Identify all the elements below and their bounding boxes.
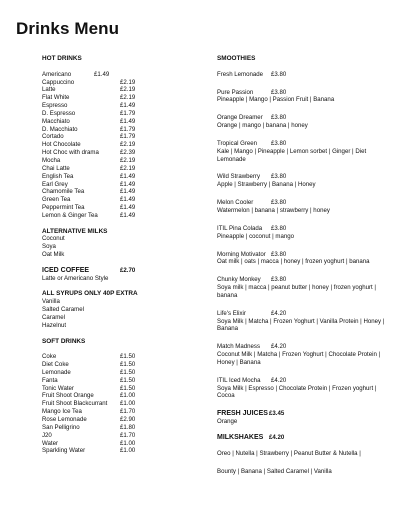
milkshake-flavours: Oreo | Nutella | Strawberry | Peanut Butter & Nutella | xyxy=(217,449,361,457)
smoothie-item xyxy=(217,114,387,130)
menu-item-name: Earl Grey xyxy=(42,180,68,188)
menu-item xyxy=(42,416,197,424)
menu-item xyxy=(42,71,197,79)
menu-item xyxy=(42,361,197,369)
menu-item-price: £1.50 xyxy=(120,384,136,392)
smoothie-title-row xyxy=(217,114,387,122)
smoothie-ingredients: Pineapple | Mango | Passion Fruit | Banana xyxy=(217,96,335,104)
menu-item-price: £1.79 xyxy=(120,133,136,141)
smoothie-item xyxy=(217,310,387,334)
smoothie-title-row xyxy=(217,377,387,385)
smoothies-list xyxy=(217,71,387,401)
menu-item-name: Tonic Water xyxy=(42,384,74,392)
menu-item-price: £2.39 xyxy=(120,149,136,157)
iced-coffee-heading-row xyxy=(42,267,197,275)
smoothie-item xyxy=(217,225,387,241)
menu-item-name: English Tea xyxy=(42,172,74,180)
menu-item xyxy=(42,173,197,181)
smoothie-title-row xyxy=(217,343,387,351)
smoothie-ingredients: Watermelon | banana | strawberry | honey xyxy=(217,206,330,214)
menu-item-name: Sparkling Water xyxy=(42,447,86,455)
menu-item xyxy=(42,110,197,118)
right-column xyxy=(217,55,387,476)
smoothie-name: Life's Elixir xyxy=(217,309,246,317)
menu-item-name: Chai Latte xyxy=(42,164,70,172)
menu-item-name: Diet Coke xyxy=(42,361,69,369)
menu-item-price: £1.49 xyxy=(120,102,136,110)
menu-item xyxy=(42,432,197,440)
smoothie-price: £3.80 xyxy=(271,276,287,284)
smoothie-title-row xyxy=(217,71,387,79)
menu-item xyxy=(42,447,197,455)
menu-item xyxy=(42,149,197,157)
list-item: Orange xyxy=(217,418,238,426)
menu-item-name: Cappuccino xyxy=(42,78,75,86)
menu-item-name: Lemonade xyxy=(42,368,71,376)
smoothie-title-row xyxy=(217,310,387,318)
smoothie-ingredients: Pineapple | coconut | mango xyxy=(217,232,295,240)
syrups-list xyxy=(42,298,197,329)
smoothie-title-row xyxy=(217,173,387,181)
menu-item-price: £1.49 xyxy=(120,204,136,212)
hot-drinks-heading: HOT DRINKS xyxy=(42,55,82,62)
smoothie-ingredients: Apple | Strawberry | Banana | Honey xyxy=(217,181,316,189)
menu-item-price: £1.00 xyxy=(120,447,136,455)
smoothie-item xyxy=(217,71,387,79)
menu-item xyxy=(42,424,197,432)
menu-item xyxy=(42,196,197,204)
soft-drinks-list xyxy=(42,353,197,455)
menu-item xyxy=(42,118,197,126)
menu-item-name: Mocha xyxy=(42,156,61,164)
smoothie-name: ITIL Iced Mocha xyxy=(217,376,261,384)
menu-item xyxy=(42,157,197,165)
menu-item-name: Macchiato xyxy=(42,117,70,125)
smoothie-price: £3.80 xyxy=(271,139,287,147)
menu-item-name: Peppermint Tea xyxy=(42,204,85,212)
fresh-juices-price: £3.45 xyxy=(269,410,285,418)
smoothie-title-row xyxy=(217,276,387,284)
menu-item xyxy=(42,141,197,149)
list-item: Soya xyxy=(42,243,56,251)
smoothie-price: £4.20 xyxy=(271,309,287,317)
menu-item-price: £2.19 xyxy=(120,94,136,102)
smoothie-item xyxy=(217,140,387,164)
menu-item-name: Lemon & Ginger Tea xyxy=(42,211,98,219)
smoothie-name: Melon Cooler xyxy=(217,199,254,207)
menu-item xyxy=(42,181,197,189)
menu-item-price: £1.50 xyxy=(120,368,136,376)
smoothie-title-row xyxy=(217,140,387,148)
list-item: Vanilla xyxy=(42,298,60,306)
smoothie-ingredients: Kale | Mango | Pineapple | Lemon sorbet | Ginger | Diet Lemonade xyxy=(217,147,367,163)
smoothie-item xyxy=(217,173,387,189)
smoothie-price: £4.20 xyxy=(271,376,287,384)
smoothie-price: £3.80 xyxy=(271,173,287,181)
smoothie-item xyxy=(217,276,387,300)
fresh-juices-heading-row xyxy=(217,410,387,418)
menu-item-name: Cortado xyxy=(42,133,64,141)
menu-item-name: Water xyxy=(42,439,59,447)
smoothie-price: £3.80 xyxy=(271,88,287,96)
list-item: Oat Milk xyxy=(42,251,65,259)
menu-item-price: £2.90 xyxy=(120,415,136,423)
menu-item-price: £2.19 xyxy=(120,78,136,86)
menu-item xyxy=(42,392,197,400)
menu-item-price: £1.00 xyxy=(120,400,136,408)
iced-coffee-subtitle: Latte or Americano Style xyxy=(42,274,109,282)
smoothie-title-row xyxy=(217,251,387,259)
smoothie-name: Wild Strawberry xyxy=(217,173,261,181)
menu-item-price: £1.50 xyxy=(120,376,136,384)
menu-item xyxy=(42,188,197,196)
menu-item-name: Green Tea xyxy=(42,196,71,204)
menu-item xyxy=(42,126,197,134)
smoothie-name: ITIL Pina Colada xyxy=(217,224,263,232)
smoothie-title-row xyxy=(217,89,387,97)
list-item: Salted Caramel xyxy=(42,306,84,314)
milkshakes-heading-row xyxy=(217,434,387,442)
milkshakes-price: £4.20 xyxy=(269,434,285,441)
smoothie-name: Pure Passion xyxy=(217,88,254,96)
menu-item-price: £2.19 xyxy=(120,164,136,172)
smoothie-ingredients: Soya Milk | Espresso | Chocolate Protein | Frozen yoghurt | Cocoa xyxy=(217,384,377,400)
menu-item-name: D. Espresso xyxy=(42,109,76,117)
page-title: Drinks Menu xyxy=(16,19,120,38)
smoothie-title-row xyxy=(217,225,387,233)
menu-item xyxy=(42,353,197,361)
menu-item-price: £1.70 xyxy=(120,431,136,439)
menu-item xyxy=(42,165,197,173)
fresh-juices-heading: FRESH JUICES xyxy=(217,410,268,418)
alternative-milks-heading: ALTERNATIVE MILKS xyxy=(42,227,108,235)
menu-item-price: £1.49 xyxy=(120,211,136,219)
menu-item-name: Coke xyxy=(42,353,57,361)
menu-item xyxy=(42,385,197,393)
menu-item-name: Hot Choc with drama xyxy=(42,149,99,157)
menu-item-name: Fanta xyxy=(42,376,58,384)
list-item: Caramel xyxy=(42,314,66,321)
menu-item-name: Chamomile Tea xyxy=(42,188,85,196)
smoothie-title-row xyxy=(217,199,387,207)
smoothie-ingredients: Soya milk | macca | peanut butter | honey | frozen yoghurt | banana xyxy=(217,284,376,299)
menu-item-price: £2.19 xyxy=(120,156,136,164)
iced-coffee-heading: ICED COFFEE xyxy=(42,266,90,274)
smoothie-ingredients: Coconut Milk | Matcha | Frozen Yoghurt | Chocolate Protein | Honey | Banana xyxy=(217,351,381,366)
alternative-milks-list xyxy=(42,235,197,259)
smoothie-price: £3.80 xyxy=(271,114,287,122)
menu-item-price: £1.49 xyxy=(120,188,136,196)
menu-item-price: £2.19 xyxy=(120,141,136,149)
menu-item xyxy=(42,212,197,220)
soft-drinks-heading: SOFT DRINKS xyxy=(42,337,86,345)
menu-item xyxy=(42,94,197,102)
smoothie-name: Tropical Green xyxy=(217,139,258,147)
smoothie-item xyxy=(217,89,387,105)
menu-item-price: £1.49 xyxy=(120,196,136,204)
menu-item-price: £1.50 xyxy=(120,353,136,361)
menu-item-price: £1.49 xyxy=(120,180,136,188)
list-item: Hazelnut xyxy=(42,321,67,329)
menu-item xyxy=(42,377,197,385)
left-column xyxy=(42,55,197,455)
menu-item-name: Flat White xyxy=(42,94,70,102)
menu-item xyxy=(42,79,197,87)
smoothie-price: £3.80 xyxy=(271,250,287,258)
smoothie-ingredients: Soya Milk | Matcha | Frozen Yoghurt | Vanilla Protein | Honey | Banana xyxy=(217,317,385,333)
menu-item xyxy=(42,102,197,110)
hot-drinks-list xyxy=(42,71,197,220)
smoothie-name: Chunky Monkey xyxy=(217,276,261,284)
menu-item-name: Mango Ice Tea xyxy=(42,408,82,416)
syrups-heading: ALL SYRUPS ONLY 40P EXTRA xyxy=(42,290,138,298)
smoothie-item xyxy=(217,343,387,367)
smoothies-heading: SMOOTHIES xyxy=(217,55,256,62)
menu-item-price: £1.50 xyxy=(120,361,136,369)
menu-item-name: Hot Chocolate xyxy=(42,141,81,149)
smoothie-name: Match Madness xyxy=(217,343,261,351)
milkshakes-list xyxy=(217,450,387,476)
menu-item xyxy=(42,86,197,94)
smoothie-price: £3.80 xyxy=(271,70,287,78)
menu-item-price: £1.49 xyxy=(120,117,136,125)
iced-coffee-price: £2.70 xyxy=(120,266,136,274)
menu-item xyxy=(42,440,197,448)
smoothie-price: £3.80 xyxy=(271,224,287,232)
menu-item xyxy=(42,408,197,416)
menu-item-name: Americano xyxy=(42,70,72,78)
menu-item xyxy=(42,369,197,377)
smoothie-item xyxy=(217,377,387,401)
menu-item-name: Rose Lemonade xyxy=(42,415,87,423)
smoothie-name: Morning Motivator xyxy=(217,250,266,258)
menu-item-price: £1.49 xyxy=(120,172,136,180)
list-item: Coconut xyxy=(42,235,65,243)
menu-item-price: £1.79 xyxy=(120,109,136,117)
menu-item xyxy=(42,400,197,408)
milkshakes-heading: MILKSHAKES xyxy=(217,434,264,441)
menu-item-name: Fruit Shoot Blackcurrant xyxy=(42,400,108,408)
milkshake-flavours: Bounty | Banana | Salted Caramel | Vanilla xyxy=(217,467,332,475)
smoothie-price: £3.80 xyxy=(271,199,287,207)
menu-item xyxy=(42,133,197,141)
menu-item-name: J20 xyxy=(42,431,52,439)
menu-item-price: £1.70 xyxy=(120,408,136,416)
menu-item-price: £1.49 xyxy=(94,70,110,78)
fresh-juices-list xyxy=(217,418,387,426)
menu-item-name: Espresso xyxy=(42,102,68,110)
menu-item-price: £1.00 xyxy=(120,439,136,447)
smoothie-name: Orange Dreamer xyxy=(217,114,263,122)
smoothie-ingredients: Oat milk | oats | macca | honey | frozen yoghurt | banana xyxy=(217,258,370,266)
menu-item-price: £1.80 xyxy=(120,423,136,431)
smoothie-item xyxy=(217,251,387,267)
menu-item-name: San Pelligrino xyxy=(42,423,80,431)
smoothie-name: Fresh Lemonade xyxy=(217,70,264,78)
smoothie-price: £4.20 xyxy=(271,343,287,351)
smoothie-item xyxy=(217,199,387,215)
menu-item-price: £2.19 xyxy=(120,86,136,94)
menu-item xyxy=(42,204,197,212)
menu-item-price: £1.79 xyxy=(120,125,136,133)
menu-item-price: £1.00 xyxy=(120,392,136,400)
smoothie-ingredients: Orange | mango | banana | honey xyxy=(217,122,308,130)
menu-item-name: Fruit Shoot Orange xyxy=(42,392,94,400)
menu-item-name: Latte xyxy=(42,86,56,94)
menu-item-name: D. Macchiato xyxy=(42,125,78,133)
